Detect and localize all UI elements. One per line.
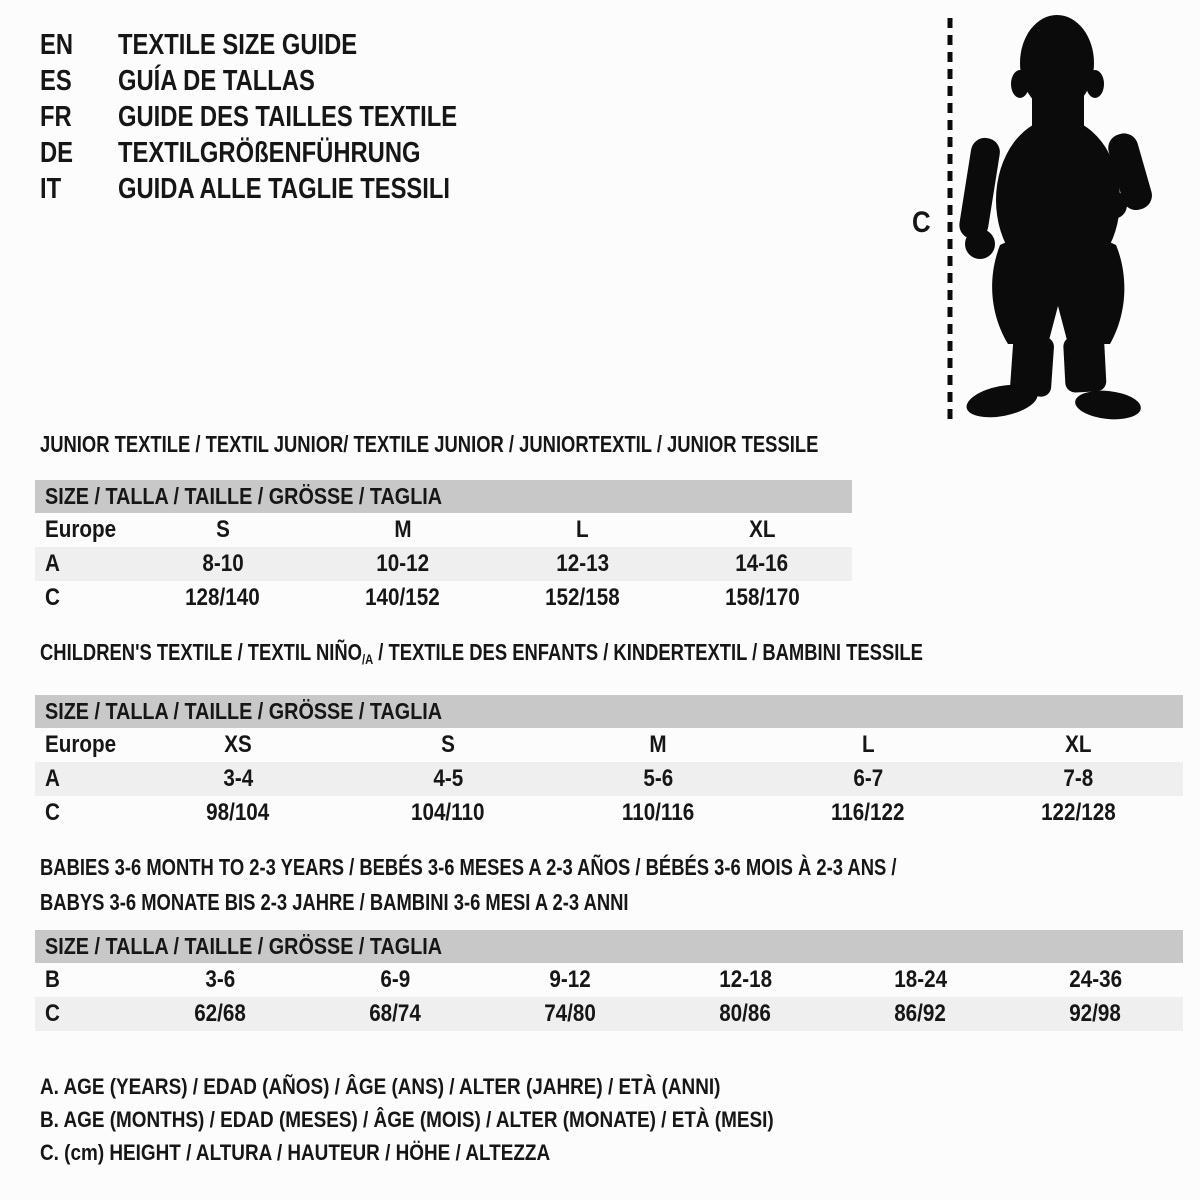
section-junior-textile <box>35 432 1013 615</box>
babies-size-table <box>35 930 1183 1031</box>
language-code: ES <box>40 65 72 97</box>
row-label: Europe <box>45 731 117 758</box>
table-cell: 4-5 <box>433 765 463 792</box>
size-header-band: SIZE / TALLA / TAILLE / GRÖSSE / TAGLIA <box>35 695 1183 728</box>
table-cell: 24-36 <box>1069 966 1122 993</box>
language-row-es <box>40 63 532 99</box>
table-cell: S <box>441 731 455 758</box>
table-cell: 62/68 <box>194 1000 247 1027</box>
table-cell: 122/128 <box>1040 799 1116 826</box>
table-row-height <box>35 997 1183 1031</box>
gender-suffix: /A <box>361 651 374 667</box>
language-code: IT <box>40 173 62 205</box>
table-cell: L <box>861 731 875 758</box>
language-row-it <box>40 171 532 207</box>
table-cell: 18-24 <box>894 966 947 993</box>
table-cell: 14-16 <box>735 550 789 577</box>
table-row-europe <box>35 513 852 547</box>
table-cell: 98/104 <box>206 799 270 826</box>
row-label: A <box>45 550 60 577</box>
toddler-silhouette <box>900 0 1200 440</box>
table-cell: 74/80 <box>544 1000 597 1027</box>
table-cell: 9-12 <box>549 966 592 993</box>
table-cell: M <box>394 516 412 543</box>
table-cell: 5-6 <box>643 765 673 792</box>
table-cell: 3-4 <box>223 765 253 792</box>
language-row-en <box>40 27 532 63</box>
row-label: B <box>45 966 60 993</box>
table-row-europe <box>35 728 1183 762</box>
table-cell: 86/92 <box>894 1000 947 1027</box>
language-row-fr <box>40 99 532 135</box>
table-cell: 92/98 <box>1069 1000 1122 1027</box>
table-cell: M <box>649 731 667 758</box>
table-cell: 10-12 <box>376 550 430 577</box>
footnote-age-years: A. AGE (YEARS) / EDAD (AÑOS) / ÂGE (ANS) / ALTER (JAHRE) / ETÀ (ANNI) <box>40 1074 721 1099</box>
page-title: GUIDE DES TAILLES TEXTILE <box>118 101 458 133</box>
table-cell: 152/158 <box>545 584 620 611</box>
row-label: C <box>45 1000 60 1027</box>
page-title: TEXTILE SIZE GUIDE <box>118 29 358 61</box>
language-row-de <box>40 135 532 171</box>
table-cell: 110/116 <box>621 799 695 826</box>
footnote-age-months: B. AGE (MONTHS) / EDAD (MESES) / ÂGE (MOIS) / ALTER (MONATE) / ETÀ (MESI) <box>40 1107 774 1132</box>
section-title: BABIES 3-6 MONTH TO 2-3 YEARS / BEBÉS 3-6 MESES A 2-3 AÑOS / BÉBÉS 3-6 MOIS À 2-3 ANS / BABYS 3-6 MONATE BIS 2-3 JAHRE / BAMBINI 3-6 MESI A 2-3 ANNI <box>40 854 897 915</box>
table-row-height <box>35 581 852 615</box>
table-cell: 6-7 <box>853 765 883 792</box>
table-cell: 80/86 <box>719 1000 772 1027</box>
table-cell: 104/110 <box>411 799 485 826</box>
size-header-band: SIZE / TALLA / TAILLE / GRÖSSE / TAGLIA <box>35 930 1183 963</box>
table-cell: L <box>576 516 589 543</box>
table-row-age <box>35 762 1183 796</box>
page-title: GUIDA ALLE TAGLIE TESSILI <box>118 173 451 205</box>
table-cell: 116/122 <box>831 799 905 826</box>
table-cell: 158/170 <box>724 584 800 611</box>
junior-size-table <box>35 480 852 615</box>
table-cell: XL <box>748 516 776 543</box>
section-title: CHILDREN'S TEXTILE / TEXTIL $NIÑO_{/A}$ / TEXTILE DES ENFANTS / KINDERTEXTIL / BAMBINI TESSILE <box>40 639 923 667</box>
table-cell: 68/74 <box>369 1000 422 1027</box>
table-cell: XS <box>224 731 252 758</box>
legend-footnotes <box>40 1070 893 1169</box>
table-cell: 7-8 <box>1063 765 1093 792</box>
page-title: TEXTILGRÖßENFÜHRUNG <box>118 137 421 169</box>
row-label: Europe <box>45 516 117 543</box>
page-title: GUÍA DE TALLAS <box>118 65 315 97</box>
language-code: EN <box>40 29 74 61</box>
footnote-height-cm: C. (cm) HEIGHT / ALTURA / HAUTEUR / HÖHE / ALTEZZA <box>40 1140 551 1165</box>
table-cell: 12-13 <box>555 550 609 577</box>
height-measure-figure <box>900 0 1200 440</box>
table-cell: 6-9 <box>380 966 411 993</box>
children-size-table <box>35 695 1183 830</box>
table-cell: 128/140 <box>185 584 261 611</box>
language-title-block <box>40 27 532 207</box>
table-cell: 140/152 <box>365 584 440 611</box>
language-code: FR <box>40 101 72 133</box>
table-row-age-months <box>35 963 1183 997</box>
table-cell: 12-18 <box>719 966 772 993</box>
row-label: C <box>45 584 60 611</box>
table-cell: 3-6 <box>205 966 236 993</box>
table-cell: 8-10 <box>202 550 244 577</box>
table-cell: XL <box>1064 731 1092 758</box>
section-childrens-textile <box>35 640 1183 830</box>
language-code: DE <box>40 137 74 169</box>
section-babies-textile <box>35 850 1183 1031</box>
height-measure-label: C <box>912 206 931 239</box>
table-row-height <box>35 796 1183 830</box>
row-label: A <box>45 765 60 792</box>
section-title: JUNIOR TEXTILE / TEXTIL JUNIOR/ TEXTILE JUNIOR / JUNIORTEXTIL / JUNIOR TESSILE <box>40 431 819 457</box>
table-cell: S <box>215 516 230 543</box>
table-row-age <box>35 547 852 581</box>
size-header-band: SIZE / TALLA / TAILLE / GRÖSSE / TAGLIA <box>35 480 852 513</box>
row-label: C <box>45 799 60 826</box>
